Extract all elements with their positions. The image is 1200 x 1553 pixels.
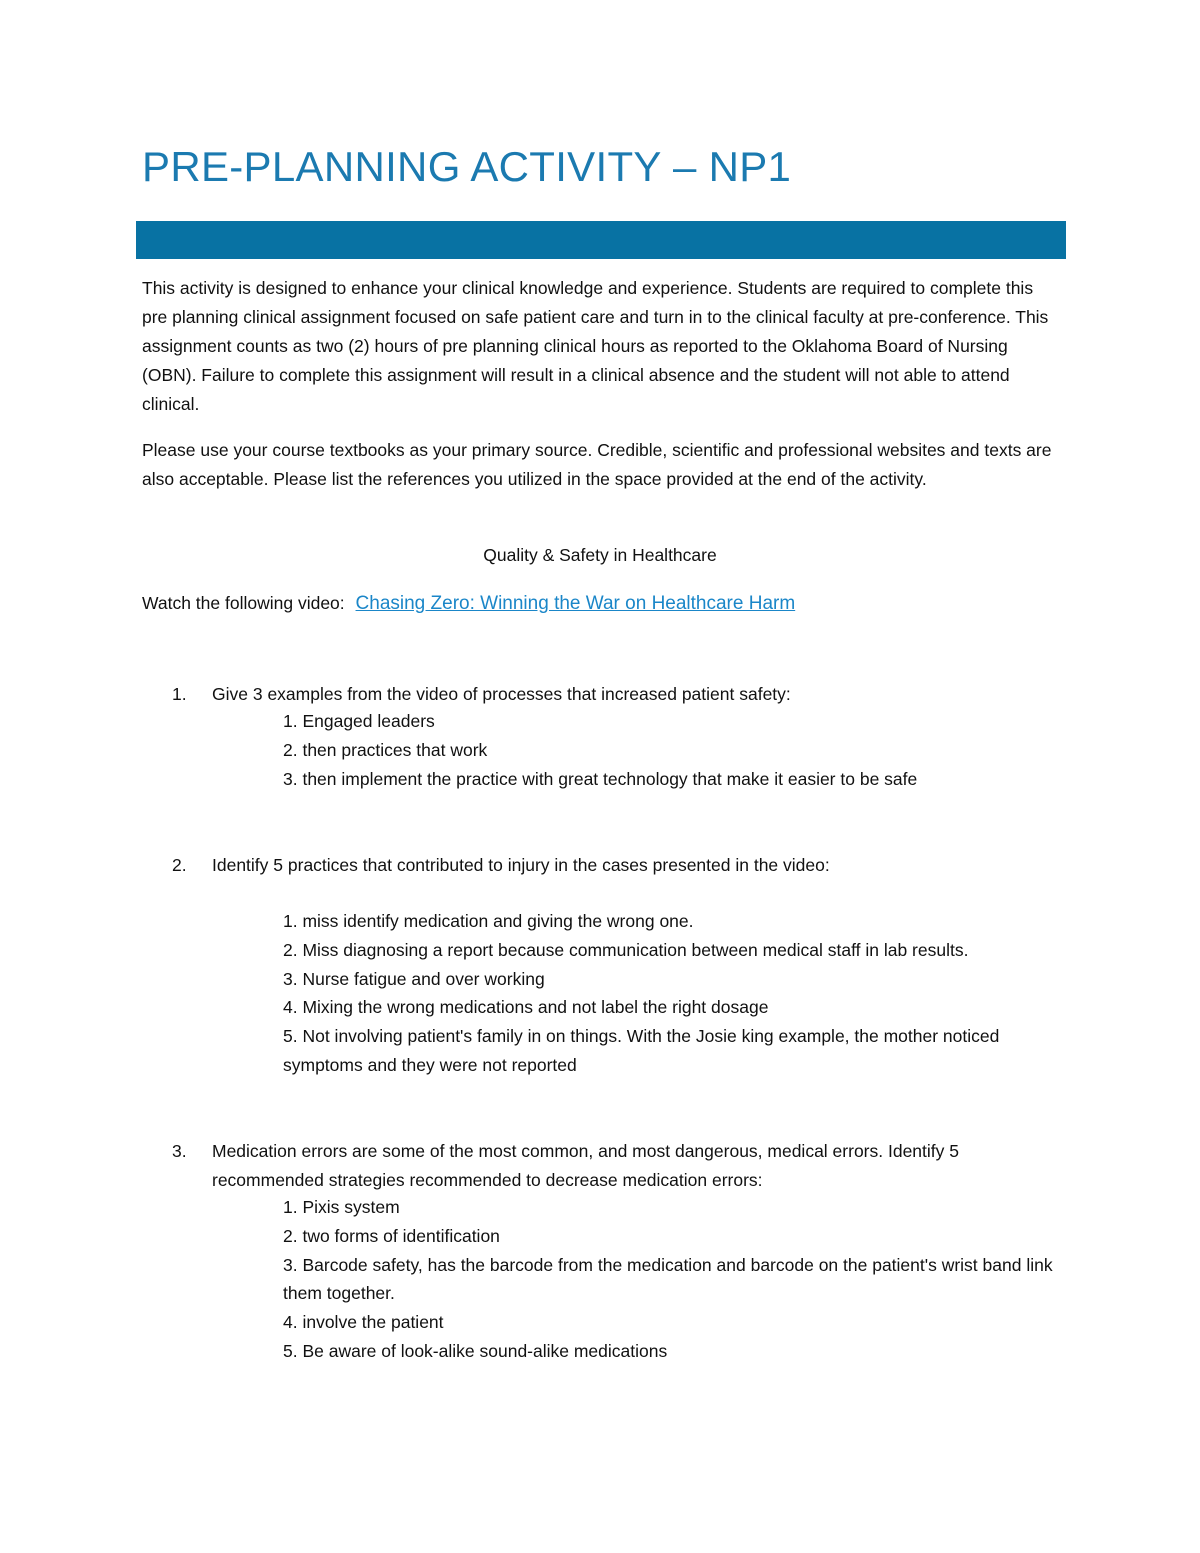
question-1-answers (283, 707, 1053, 793)
question-2-answers (283, 907, 1053, 1080)
answer-item: 1. miss identify medication and giving the wrong one. (283, 911, 694, 931)
answer-item: 1. Engaged leaders (283, 711, 435, 731)
question-2-text: Identify 5 practices that contributed to injury in the cases presented in the video: (212, 855, 830, 875)
answer-item: 3. then implement the practice with great technology that make it easier to be safe (283, 768, 918, 789)
question-1-text: Give 3 examples from the video of processes that increased patient safety: (212, 684, 791, 704)
answer-item: 5. Not involving patient's family in on things. With the Josie king example, the mother noticed symptoms and they were not reported (283, 1026, 1000, 1075)
answer-item: 4. Mixing the wrong medications and not label the right dosage (283, 997, 769, 1018)
question-3-number: 3. (172, 1141, 187, 1161)
answer-item: 3. Barcode safety, has the barcode from the medication and barcode on the patient's wrist band link them together. (283, 1254, 1053, 1304)
question-2-number: 2. (172, 855, 187, 875)
section-heading: Quality & Safety in Healthcare (483, 545, 717, 565)
intro-paragraph-1: This activity is designed to enhance your clinical knowledge and experience. Students are required to complete this pre planning clinical assignment focused on safe patient care and turn in to the clinical faculty at pre-conference. This assignment counts as two (2) hours of pre planning clinical hours as reported to the Oklahoma Board of Nursing (OBN). Failure to complete this assignment will result in a clinical absence and the student will not able to attend clinical. (142, 278, 1049, 414)
video-link[interactable]: Chasing Zero: Winning the War on Healthcare Harm (355, 593, 796, 614)
answer-item: 1. Pixis system (283, 1197, 400, 1217)
question-1-number: 1. (172, 684, 187, 704)
question-3-text: Medication errors are some of the most common, and most dangerous, medical errors. Identify 5 recommended strategies recommended to decrease medication errors: (212, 1141, 959, 1190)
answer-item: 3. Nurse fatigue and over working (283, 968, 545, 989)
page-title: PRE-PLANNING ACTIVITY – NP1 (142, 143, 792, 190)
intro-paragraph-2: Please use your course textbooks as your primary source. Credible, scientific and professional websites and texts are also acceptable. Please list the references you utilized in the space provided at the end of the activity. (142, 440, 1052, 489)
watch-video-line (142, 589, 795, 618)
answer-item: 2. two forms of identification (283, 1225, 500, 1246)
answer-item: 5. Be aware of look-alike sound-alike medications (283, 1340, 668, 1361)
answer-item: 4. involve the patient (283, 1312, 444, 1333)
title-underline-band (136, 221, 1066, 259)
answer-item: 2. Miss diagnosing a report because communication between medical staff in lab results. (283, 939, 969, 960)
watch-label: Watch the following video: (142, 593, 345, 613)
answer-item: 2. then practices that work (283, 739, 488, 760)
question-3-answers (283, 1193, 1053, 1366)
